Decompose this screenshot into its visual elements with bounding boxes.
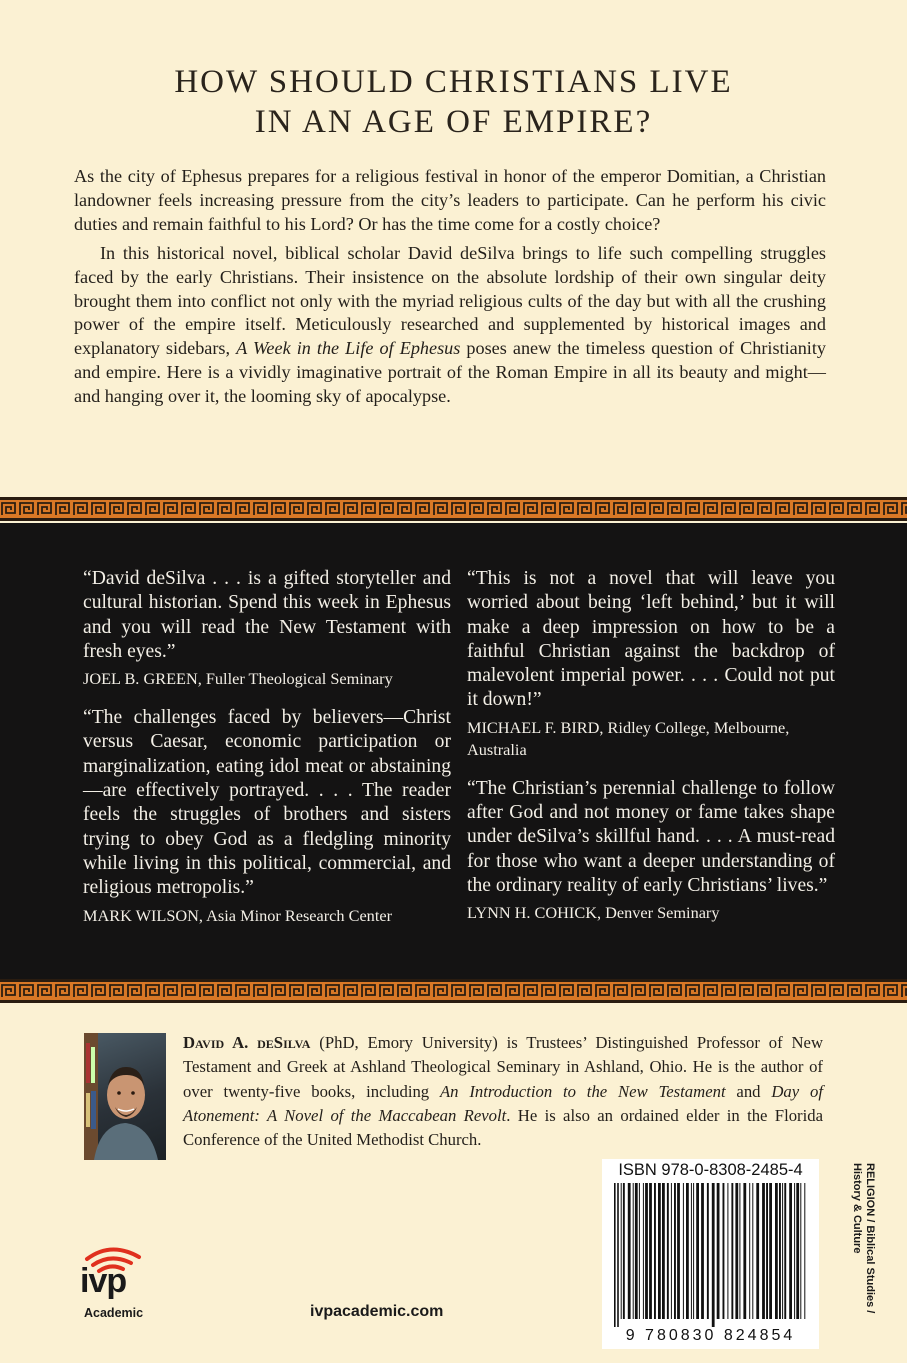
intro-paragraph-2: In this historical novel, biblical scholar David deSilva brings to life such compelling struggles faced by the early Christians. Their insistence on the absolute lordship of their own singular deity brought them into conflict not only with the myriad religious cults of the day but with all the crushing power of the empire itself. Meticulously researched and supplemented by historical images and explanatory sidebars, A Week in the Life of Ephesus poses anew the timeless question of Christianity and empire. Here is a vividly imaginative portrait of the Roman Empire in all its beauty and might—and hanging over it, the looming sky of apocalypse. xyxy=(74,242,827,407)
publisher-website: ivpacademic.com xyxy=(310,1303,444,1320)
endorsement-quote: “David deSilva . . . is a gifted storyteller and cultural historian. Spend this week in Ephesus and you will read the New Testament with fresh eyes.” xyxy=(83,568,451,662)
author-photo xyxy=(84,1033,166,1160)
isbn-label: ISBN 978-0-8308-2485-4 xyxy=(618,1161,803,1179)
isbn-digits: 9 780830 824854 xyxy=(625,1327,796,1344)
endorsement-quote: “The challenges faced by believers—Christ versus Caesar, economic participation or marginalization, eating idol meat or abstaining—are effectively portrayed. . . . The reader feels the struggles of brothers and sisters trying to obey God as a fledgling minority while living in this political, commercial, and religious metropolis.” xyxy=(83,707,451,899)
publisher-imprint: Academic xyxy=(84,1306,144,1320)
book-title: An Introduction to the New Testament xyxy=(439,1081,726,1101)
endorsement-quote: “This is not a novel that will leave you worried about being ‘left behind,’ but it will make a deep impression on how to be a faithful Christian against the backdrop of malevolent imperial power. . . . Could not put it down!” xyxy=(467,568,835,711)
greek-key-border-bottom xyxy=(0,979,907,1003)
endorsement-attribution: MICHAEL F. BIRD, Ridley College, Melbourne, Australia xyxy=(467,717,790,759)
author-bio: David A. deSilva (PhD, Emory University) is Trustees’ Distinguished Professor of New Testament and Greek at Ashland Theological Seminary in Ashland, Ohio. He is the author of over twenty-five books, including An Introduction to the New Testament and Day of Atonement: A Novel of the Maccabean Revolt. He is also an ordained elder in the Florida Conference of the United Methodist Church. xyxy=(183,1033,823,1150)
publisher-logo-text: ivp xyxy=(80,1262,127,1300)
endorsements-panel xyxy=(0,523,907,979)
intro-paragraph-1: As the city of Ephesus prepares for a religious festival in honor of the emperor Domitian, a Christian landowner feels increasing pressure from the city’s leaders to participate. Can he perform his civic duties and remain faithful to his Lord? Or has the time come for a costly choice? xyxy=(74,166,826,234)
endorsement-attribution: LYNN H. COHICK, Denver Seminary xyxy=(467,903,720,923)
greek-key-border-top xyxy=(0,497,907,521)
endorsement-attribution: MARK WILSON, Asia Minor Research Center xyxy=(83,905,392,925)
headline-line-2: IN AN AGE OF EMPIRE? xyxy=(254,104,653,140)
endorsements-right-column xyxy=(467,567,835,940)
category-label: RELIGION / Biblical Studies / History & Culture xyxy=(851,1163,876,1314)
headline xyxy=(0,62,907,142)
author-name: David A. deSilva xyxy=(183,1033,311,1052)
endorsements-left-column xyxy=(83,567,451,943)
headline-line-1: HOW SHOULD CHRISTIANS LIVE xyxy=(174,64,733,100)
isbn-barcode xyxy=(602,1159,819,1349)
book-title: A Week in the Life of Ephesus xyxy=(236,338,461,359)
intro-text xyxy=(74,165,826,409)
endorsement-attribution: JOEL B. GREEN, Fuller Theological Seminary xyxy=(83,669,393,689)
endorsement-quote: “The Christian’s perennial challenge to follow after God and not money or fame takes shape under deSilva’s skillful hand. . . . A must-read for those who want a deeper understanding of the ordinary reality of early Christians’ lives.” xyxy=(467,777,835,896)
book-title: Day of Atonement: A Novel of the Maccabean Revolt xyxy=(183,1081,823,1125)
barcode-bars xyxy=(610,1183,811,1327)
